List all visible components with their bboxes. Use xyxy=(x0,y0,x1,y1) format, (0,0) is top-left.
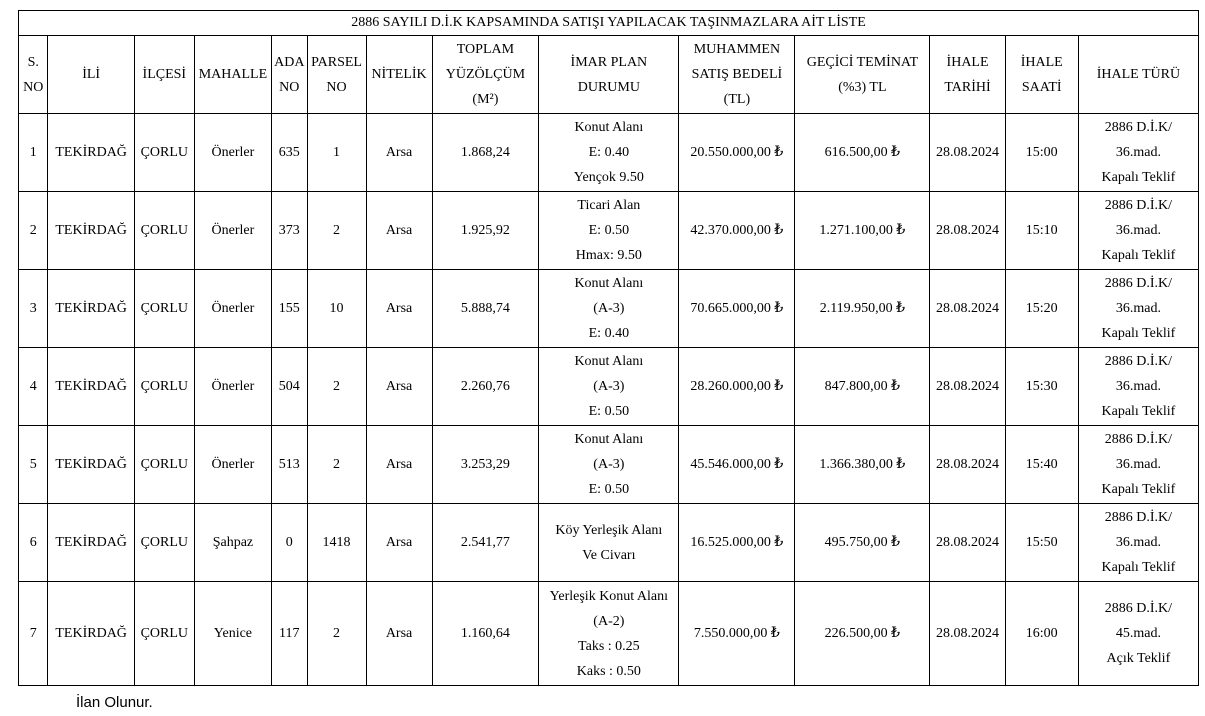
cell-tur-line: 2886 D.İ.K/ xyxy=(1104,276,1173,291)
cell-imar xyxy=(539,426,679,504)
cell-tarih: 28.08.2024 xyxy=(930,192,1005,270)
cell-ada: 504 xyxy=(272,348,308,426)
cell-ilce: ÇORLU xyxy=(134,114,194,192)
cell-tur-line: 36.mad. xyxy=(1115,301,1161,316)
cell-ada: 373 xyxy=(272,192,308,270)
cell-tur-line: 36.mad. xyxy=(1115,145,1161,160)
cell-imar-line: E: 0.50 xyxy=(588,223,630,238)
cell-tur-line: Kapalı Teklif xyxy=(1101,404,1176,419)
cell-bedel: 20.550.000,00 ₺ xyxy=(679,114,795,192)
cell-mahalle: Önerler xyxy=(194,192,271,270)
cell-tur-line: 36.mad. xyxy=(1115,223,1161,238)
cell-bedel: 16.525.000,00 ₺ xyxy=(679,504,795,582)
cell-il: TEKİRDAĞ xyxy=(48,114,134,192)
cell-imar xyxy=(539,504,679,582)
header-row xyxy=(19,36,1199,114)
cell-saat: 15:20 xyxy=(1005,270,1078,348)
cell-ada: 117 xyxy=(272,582,308,686)
cell-yuzolcum: 1.868,24 xyxy=(432,114,539,192)
cell-imar-line: Taks : 0.25 xyxy=(578,638,640,654)
cell-sno: 2 xyxy=(19,192,48,270)
cell-ilce: ÇORLU xyxy=(134,426,194,504)
cell-parsel: 2 xyxy=(307,426,366,504)
cell-nitelik: Arsa xyxy=(366,270,432,348)
property-table xyxy=(18,10,1199,686)
table-row xyxy=(19,114,1199,192)
cell-imar-line: (A-3) xyxy=(593,457,625,472)
cell-tarih: 28.08.2024 xyxy=(930,270,1005,348)
cell-tur xyxy=(1078,426,1198,504)
cell-yuzolcum: 1.160,64 xyxy=(432,582,539,686)
table-row xyxy=(19,582,1199,686)
header-tarih: İHALE TARİHİ xyxy=(930,36,1005,114)
cell-tur-line: Kapalı Teklif xyxy=(1101,248,1176,263)
cell-bedel: 7.550.000,00 ₺ xyxy=(679,582,795,686)
cell-imar-line: E: 0.40 xyxy=(588,326,630,341)
cell-tur-line: Kapalı Teklif xyxy=(1101,560,1176,575)
cell-tur xyxy=(1078,270,1198,348)
cell-tur xyxy=(1078,582,1198,686)
cell-imar-line: Kaks : 0.50 xyxy=(576,663,641,679)
cell-tarih: 28.08.2024 xyxy=(930,114,1005,192)
cell-imar-line: Konut Alanı xyxy=(574,276,644,291)
cell-imar-line: Ticari Alan xyxy=(577,198,641,213)
cell-ilce: ÇORLU xyxy=(134,348,194,426)
cell-il: TEKİRDAĞ xyxy=(48,426,134,504)
cell-imar-line: Konut Alanı xyxy=(574,354,644,369)
cell-imar-line: Yençok 9.50 xyxy=(573,170,644,185)
cell-imar-line: E: 0.50 xyxy=(588,404,630,419)
cell-saat: 15:40 xyxy=(1005,426,1078,504)
cell-tur xyxy=(1078,192,1198,270)
cell-ilce: ÇORLU xyxy=(134,504,194,582)
cell-imar-line: Konut Alanı xyxy=(574,432,644,447)
cell-nitelik: Arsa xyxy=(366,504,432,582)
cell-tur-line: Kapalı Teklif xyxy=(1101,482,1176,497)
cell-tur-line: 36.mad. xyxy=(1115,457,1161,472)
cell-saat: 15:00 xyxy=(1005,114,1078,192)
cell-ilce: ÇORLU xyxy=(134,192,194,270)
header-sno: S. NO xyxy=(19,36,48,114)
cell-tur xyxy=(1078,348,1198,426)
cell-tarih: 28.08.2024 xyxy=(930,348,1005,426)
header-ada: ADA NO xyxy=(272,36,308,114)
table-row xyxy=(19,426,1199,504)
cell-il: TEKİRDAĞ xyxy=(48,504,134,582)
cell-sno: 3 xyxy=(19,270,48,348)
cell-tur-line: Açık Teklif xyxy=(1106,651,1171,666)
table-title: 2886 SAYILI D.İ.K KAPSAMINDA SATIŞI YAPILACAK TAŞINMAZLARA AİT LİSTE xyxy=(19,11,1199,36)
table-body xyxy=(19,114,1199,686)
cell-tarih: 28.08.2024 xyxy=(930,426,1005,504)
cell-imar-line: Konut Alanı xyxy=(574,120,644,135)
cell-tur xyxy=(1078,114,1198,192)
cell-bedel: 45.546.000,00 ₺ xyxy=(679,426,795,504)
cell-yuzolcum: 2.260,76 xyxy=(432,348,539,426)
cell-imar-line: (A-3) xyxy=(593,379,625,394)
cell-tur-line: Kapalı Teklif xyxy=(1101,326,1176,341)
cell-bedel: 28.260.000,00 ₺ xyxy=(679,348,795,426)
cell-sno: 6 xyxy=(19,504,48,582)
cell-imar-line: (A-3) xyxy=(593,301,625,316)
cell-tarih: 28.08.2024 xyxy=(930,582,1005,686)
cell-tur-line: 2886 D.İ.K/ xyxy=(1104,198,1173,213)
cell-parsel: 2 xyxy=(307,192,366,270)
cell-nitelik: Arsa xyxy=(366,582,432,686)
cell-tur-line: 2886 D.İ.K/ xyxy=(1104,354,1173,369)
header-ilce: İLÇESİ xyxy=(134,36,194,114)
header-mahalle: MAHALLE xyxy=(194,36,271,114)
cell-ada: 513 xyxy=(272,426,308,504)
cell-ilce: ÇORLU xyxy=(134,270,194,348)
cell-parsel: 10 xyxy=(307,270,366,348)
table-row xyxy=(19,192,1199,270)
cell-saat: 15:50 xyxy=(1005,504,1078,582)
cell-tarih: 28.08.2024 xyxy=(930,504,1005,582)
cell-parsel: 1418 xyxy=(307,504,366,582)
cell-tur-line: 2886 D.İ.K/ xyxy=(1104,432,1173,447)
table-row xyxy=(19,504,1199,582)
footer-note: İlan Olunur. xyxy=(76,694,153,711)
cell-yuzolcum: 1.925,92 xyxy=(432,192,539,270)
cell-ada: 0 xyxy=(272,504,308,582)
cell-teminat: 1.366.380,00 ₺ xyxy=(795,426,930,504)
header-bedel: MUHAMMEN SATIŞ BEDELİ (TL) xyxy=(679,36,795,114)
cell-tur-line: Kapalı Teklif xyxy=(1101,170,1176,185)
cell-sno: 4 xyxy=(19,348,48,426)
cell-teminat: 2.119.950,00 ₺ xyxy=(795,270,930,348)
cell-tur-line: 45.mad. xyxy=(1115,626,1161,641)
cell-teminat: 847.800,00 ₺ xyxy=(795,348,930,426)
cell-imar xyxy=(539,582,679,686)
cell-imar-line: Ve Civarı xyxy=(582,547,636,563)
cell-teminat: 616.500,00 ₺ xyxy=(795,114,930,192)
header-nitelik: NİTELİK xyxy=(366,36,432,114)
cell-teminat: 226.500,00 ₺ xyxy=(795,582,930,686)
header-tur: İHALE TÜRÜ xyxy=(1078,36,1198,114)
cell-imar-line: Köy Yerleşik Alanı xyxy=(555,522,663,538)
cell-mahalle: Yenice xyxy=(194,582,271,686)
cell-mahalle: Önerler xyxy=(194,426,271,504)
cell-nitelik: Arsa xyxy=(366,426,432,504)
cell-bedel: 70.665.000,00 ₺ xyxy=(679,270,795,348)
cell-saat: 16:00 xyxy=(1005,582,1078,686)
cell-sno: 5 xyxy=(19,426,48,504)
cell-parsel: 1 xyxy=(307,114,366,192)
cell-nitelik: Arsa xyxy=(366,192,432,270)
cell-il: TEKİRDAĞ xyxy=(48,270,134,348)
cell-mahalle: Şahpaz xyxy=(194,504,271,582)
cell-saat: 15:30 xyxy=(1005,348,1078,426)
cell-tur-line: 2886 D.İ.K/ xyxy=(1104,601,1173,616)
cell-tur-line: 36.mad. xyxy=(1115,535,1161,550)
cell-yuzolcum: 2.541,77 xyxy=(432,504,539,582)
cell-teminat: 1.271.100,00 ₺ xyxy=(795,192,930,270)
cell-imar xyxy=(539,348,679,426)
cell-il: TEKİRDAĞ xyxy=(48,348,134,426)
header-imar: İMAR PLAN DURUMU xyxy=(539,36,679,114)
cell-saat: 15:10 xyxy=(1005,192,1078,270)
cell-mahalle: Önerler xyxy=(194,348,271,426)
cell-il: TEKİRDAĞ xyxy=(48,192,134,270)
cell-teminat: 495.750,00 ₺ xyxy=(795,504,930,582)
cell-parsel: 2 xyxy=(307,348,366,426)
cell-tur-line: 36.mad. xyxy=(1115,379,1161,394)
header-parsel: PARSEL NO xyxy=(307,36,366,114)
cell-sno: 7 xyxy=(19,582,48,686)
cell-mahalle: Önerler xyxy=(194,270,271,348)
cell-ada: 635 xyxy=(272,114,308,192)
property-list-sheet xyxy=(18,10,1199,686)
cell-imar-line: E: 0.40 xyxy=(588,145,630,160)
cell-imar xyxy=(539,192,679,270)
cell-nitelik: Arsa xyxy=(366,348,432,426)
cell-imar-line: E: 0.50 xyxy=(588,482,630,497)
cell-parsel: 2 xyxy=(307,582,366,686)
cell-imar-line: Hmax: 9.50 xyxy=(575,248,642,263)
cell-yuzolcum: 3.253,29 xyxy=(432,426,539,504)
header-il: İLİ xyxy=(48,36,134,114)
cell-ada: 155 xyxy=(272,270,308,348)
cell-tur-line: 2886 D.İ.K/ xyxy=(1104,510,1173,525)
header-saat: İHALE SAATİ xyxy=(1005,36,1078,114)
cell-sno: 1 xyxy=(19,114,48,192)
header-teminat: GEÇİCİ TEMİNAT (%3) TL xyxy=(795,36,930,114)
table-row xyxy=(19,270,1199,348)
cell-imar-line: (A-2) xyxy=(593,613,625,629)
cell-yuzolcum: 5.888,74 xyxy=(432,270,539,348)
cell-imar xyxy=(539,270,679,348)
cell-tur-line: 2886 D.İ.K/ xyxy=(1104,120,1173,135)
cell-il: TEKİRDAĞ xyxy=(48,582,134,686)
cell-tur xyxy=(1078,504,1198,582)
cell-ilce: ÇORLU xyxy=(134,582,194,686)
cell-imar xyxy=(539,114,679,192)
table-row xyxy=(19,348,1199,426)
cell-imar-line: Yerleşik Konut Alanı xyxy=(549,588,669,604)
cell-bedel: 42.370.000,00 ₺ xyxy=(679,192,795,270)
header-yuzolcum: TOPLAM YÜZÖLÇÜM (M²) xyxy=(432,36,539,114)
cell-mahalle: Önerler xyxy=(194,114,271,192)
cell-nitelik: Arsa xyxy=(366,114,432,192)
